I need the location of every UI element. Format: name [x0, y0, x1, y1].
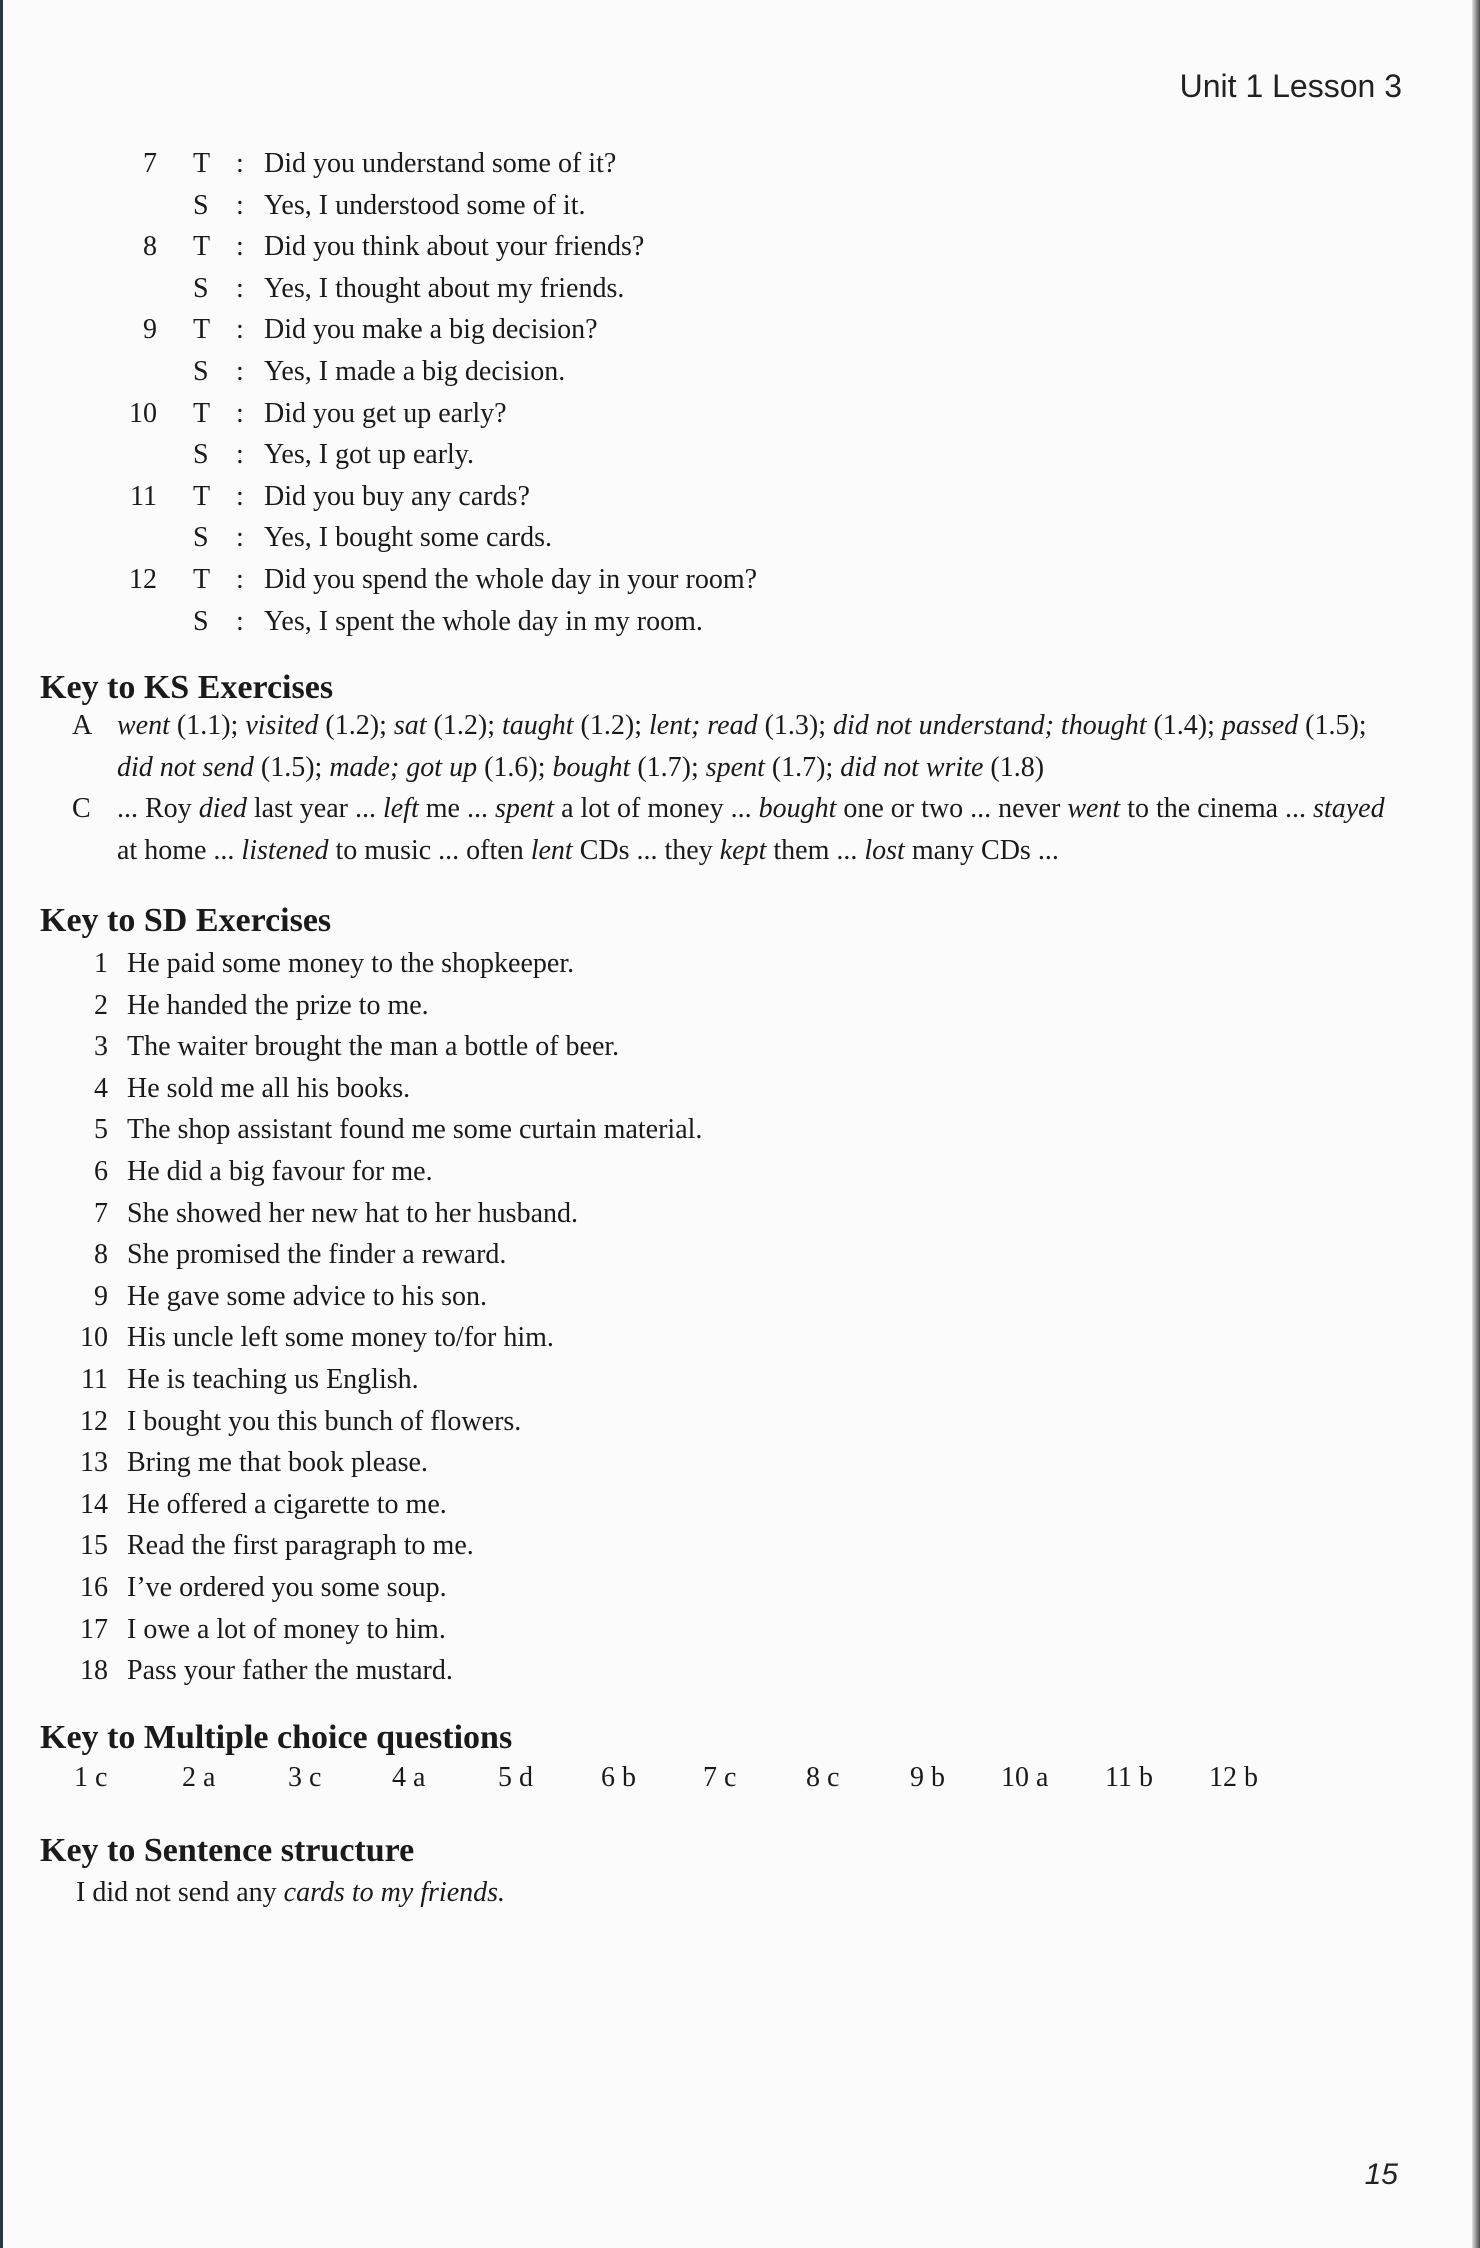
line-number: 12 [129, 563, 157, 595]
mc-answer: 4 a [392, 1762, 426, 1793]
answer-verb: left [382, 793, 419, 825]
speaker-colon: : [236, 314, 244, 346]
line-number: 10 [129, 397, 157, 429]
item-text: She promised the finder a reward. [127, 1239, 507, 1271]
dialogue-text: Yes, I bought some cards. [264, 522, 553, 554]
item-text: I bought you this bunch of flowers. [127, 1405, 522, 1437]
speaker-label: T [193, 148, 211, 179]
multiple-choice-heading: Key to Multiple choice questions [40, 1719, 513, 1756]
answer-context: (1.3); [757, 710, 834, 741]
dialogue-text: Yes, I spent the whole day in my room. [264, 605, 703, 637]
dialogue-line [0, 351, 1400, 393]
answer-context: (1.2); [573, 710, 649, 741]
ks-answer-text [117, 705, 1407, 788]
answer-context: last year ... [246, 793, 383, 825]
list-item [0, 1567, 1200, 1609]
list-item [0, 1650, 1200, 1692]
mc-answer: 3 c [288, 1762, 322, 1793]
answer-context: many CDs ... [904, 834, 1059, 866]
answer-verb: passed [1221, 710, 1299, 741]
mc-answer: 9 b [910, 1762, 945, 1793]
answer-context: (1.7); [630, 751, 706, 783]
list-item [0, 1234, 1200, 1276]
speaker-label: T [193, 314, 211, 346]
speaker-label: S [193, 439, 209, 471]
item-text: He offered a cigarette to me. [127, 1488, 447, 1520]
dialogue-line [0, 309, 1400, 351]
answer-verb: lost [864, 834, 905, 866]
ks-answer-a [0, 705, 1420, 788]
ks-answer-letter: A [72, 710, 93, 741]
speaker-label: T [193, 480, 211, 512]
dialogue-text: Yes, I made a big decision. [264, 355, 566, 387]
sd-exercises-list [0, 943, 1200, 1692]
sentence-structure-heading: Key to Sentence structure [40, 1832, 415, 1869]
speaker-colon: : [236, 231, 244, 263]
ks-exercises-answers [0, 705, 1420, 871]
sd-exercises-heading: Key to SD Exercises [40, 902, 332, 939]
item-number: 17 [80, 1613, 108, 1645]
speaker-label: S [193, 605, 209, 637]
mc-answer: 7 c [703, 1762, 737, 1793]
answer-verb: visited [245, 710, 319, 741]
speaker-colon: : [236, 522, 244, 554]
item-number: 6 [94, 1155, 108, 1187]
page-number: 15 [1364, 2158, 1398, 2191]
answer-verb: died [198, 793, 247, 825]
answer-context: (1.5); [1298, 710, 1367, 741]
item-number: 12 [80, 1405, 108, 1437]
answer-context: CDs ... they [572, 834, 720, 866]
item-text: The waiter brought the man a bottle of beer. [127, 1031, 620, 1063]
speaker-colon: : [236, 439, 244, 471]
ks-answer-c [0, 788, 1420, 871]
item-text: He handed the prize to me. [127, 989, 429, 1021]
list-item [0, 1151, 1200, 1193]
mc-answer: 2 a [182, 1762, 216, 1793]
item-text: He gave some advice to his son. [127, 1280, 488, 1312]
answer-verb: did not understand; thought [833, 710, 1147, 741]
speaker-colon: : [236, 563, 244, 595]
item-number: 16 [80, 1571, 108, 1603]
answer-verb: sat [393, 710, 427, 741]
answer-verb: did not write [840, 751, 984, 783]
answer-context: (1.5); [253, 751, 330, 783]
dialogue-text: Did you get up early? [264, 397, 507, 429]
answer-context: one or two ... never [836, 793, 1068, 825]
answer-verb: went [1067, 793, 1121, 825]
item-text: Read the first paragraph to me. [127, 1530, 474, 1562]
mc-answer: 12 b [1209, 1762, 1258, 1793]
speaker-label: S [193, 272, 209, 304]
item-number: 15 [80, 1530, 108, 1562]
item-number: 4 [94, 1072, 108, 1104]
sentence-plain: I did not send any [76, 1877, 284, 1908]
list-item [0, 1401, 1200, 1443]
ks-answer-letter: C [72, 793, 91, 825]
item-number: 10 [80, 1322, 108, 1354]
answer-context: a lot of money ... [554, 793, 759, 825]
item-number: 7 [94, 1197, 108, 1229]
speaker-colon: : [236, 397, 244, 429]
line-number: 8 [143, 231, 157, 263]
answer-context: them ... [766, 834, 865, 866]
answer-verb: bought [552, 751, 631, 783]
item-text: I owe a lot of money to him. [127, 1613, 446, 1645]
dialogue-text: Yes, I understood some of it. [264, 189, 586, 221]
list-item [0, 985, 1200, 1027]
unit-lesson-header: Unit 1 Lesson 3 [1179, 68, 1402, 104]
speaker-label: S [193, 522, 209, 554]
item-text: He sold me all his books. [127, 1072, 411, 1104]
speaker-colon: : [236, 355, 244, 387]
item-text: He paid some money to the shopkeeper. [127, 948, 575, 979]
dialogue-text: Did you make a big decision? [264, 314, 598, 346]
list-item [0, 1359, 1200, 1401]
answer-verb: spent [705, 751, 765, 783]
list-item [0, 1317, 1200, 1359]
answer-verb: made; got up [329, 751, 478, 783]
item-text: He did a big favour for me. [127, 1155, 433, 1187]
dialogue-text: Did you buy any cards? [264, 480, 530, 512]
speaker-label: T [193, 397, 211, 429]
item-text: Bring me that book please. [127, 1447, 428, 1479]
answer-verb: taught [501, 710, 574, 741]
item-text: The shop assistant found me some curtain material. [127, 1114, 703, 1146]
answer-context: (1.8) [983, 751, 1045, 783]
mc-answer: 10 a [1001, 1762, 1049, 1793]
mc-answer: 11 b [1105, 1762, 1153, 1793]
list-item [0, 1026, 1200, 1068]
speaker-colon: : [236, 480, 244, 512]
mc-answer: 1 c [74, 1762, 108, 1793]
dialogue-drill [0, 143, 1400, 642]
page-spine-right [1472, 0, 1480, 2248]
mc-answer: 5 d [498, 1762, 533, 1793]
ks-answer-text [117, 788, 1407, 871]
list-item [0, 943, 1200, 985]
answer-verb: went [117, 710, 170, 741]
line-number: 7 [143, 148, 157, 179]
answer-context: to music ... often [328, 834, 531, 866]
dialogue-line [0, 185, 1400, 227]
list-item [0, 1193, 1200, 1235]
list-item [0, 1068, 1200, 1110]
answer-verb: lent [530, 834, 573, 866]
dialogue-line [0, 601, 1400, 643]
dialogue-line [0, 559, 1400, 601]
item-number: 5 [94, 1114, 108, 1146]
mc-answer: 6 b [601, 1762, 636, 1793]
answer-verb: listened [241, 834, 329, 866]
dialogue-text: Did you think about your friends? [264, 231, 645, 263]
item-number: 18 [80, 1655, 108, 1687]
dialogue-text: Yes, I thought about my friends. [264, 272, 625, 304]
item-text: He is teaching us English. [127, 1363, 419, 1395]
item-number: 2 [94, 989, 108, 1021]
answer-context: (1.6); [477, 751, 553, 783]
answer-verb: did not send [117, 751, 254, 783]
item-text: She showed her new hat to her husband. [127, 1197, 579, 1229]
answer-context: (1.2); [318, 710, 394, 741]
dialogue-line [0, 434, 1400, 476]
speaker-colon: : [236, 189, 244, 221]
answer-context: at home ... [117, 834, 242, 866]
answer-context: (1.7); [764, 751, 841, 783]
mc-answer: 8 c [806, 1762, 840, 1793]
answer-verb: bought [758, 793, 837, 825]
item-number: 14 [80, 1488, 108, 1520]
answer-verb: kept [719, 834, 767, 866]
line-number: 11 [130, 480, 157, 512]
answer-context: (1.4); [1146, 710, 1222, 741]
item-number: 8 [94, 1239, 108, 1271]
answer-verb: spent [494, 793, 555, 825]
line-number: 9 [143, 314, 157, 346]
list-item [0, 1442, 1200, 1484]
speaker-colon: : [236, 605, 244, 637]
speaker-colon: : [236, 272, 244, 304]
dialogue-line [0, 517, 1400, 559]
item-text: I’ve ordered you some soup. [127, 1571, 447, 1603]
answer-context: ... Roy [117, 793, 199, 825]
dialogue-line [0, 226, 1400, 268]
answer-verb: lent; read [648, 710, 758, 741]
dialogue-text: Did you spend the whole day in your room? [264, 563, 758, 595]
item-number: 11 [81, 1363, 108, 1395]
answer-context: (1.1); [169, 710, 246, 741]
item-number: 3 [94, 1031, 108, 1063]
answer-verb: stayed [1313, 793, 1385, 825]
dialogue-line [0, 476, 1400, 518]
item-number: 1 [94, 948, 108, 979]
speaker-label: S [193, 355, 209, 387]
ks-exercises-heading: Key to KS Exercises [40, 669, 334, 706]
list-item [0, 1609, 1200, 1651]
list-item [0, 1109, 1200, 1151]
dialogue-text: Yes, I got up early. [264, 439, 474, 471]
speaker-label: T [193, 563, 211, 595]
list-item [0, 1276, 1200, 1318]
dialogue-line [0, 268, 1400, 310]
item-number: 9 [94, 1280, 108, 1312]
item-number: 13 [80, 1447, 108, 1479]
dialogue-line [0, 393, 1400, 435]
answer-context: to the cinema ... [1120, 793, 1314, 825]
sentence-italic: cards to my friends. [283, 1877, 506, 1908]
list-item [0, 1525, 1200, 1567]
dialogue-line [0, 143, 1400, 185]
sentence-structure-answer [76, 1872, 505, 1914]
dialogue-text: Did you understand some of it? [264, 148, 617, 179]
answer-context: (1.2); [426, 710, 502, 741]
speaker-label: T [193, 231, 211, 263]
speaker-label: S [193, 189, 209, 221]
speaker-colon: : [236, 148, 244, 179]
item-text: Pass your father the mustard. [127, 1655, 453, 1687]
list-item [0, 1484, 1200, 1526]
item-text: His uncle left some money to/for him. [127, 1322, 554, 1354]
answer-context: me ... [418, 793, 495, 825]
multiple-choice-answers [0, 1757, 1400, 1799]
